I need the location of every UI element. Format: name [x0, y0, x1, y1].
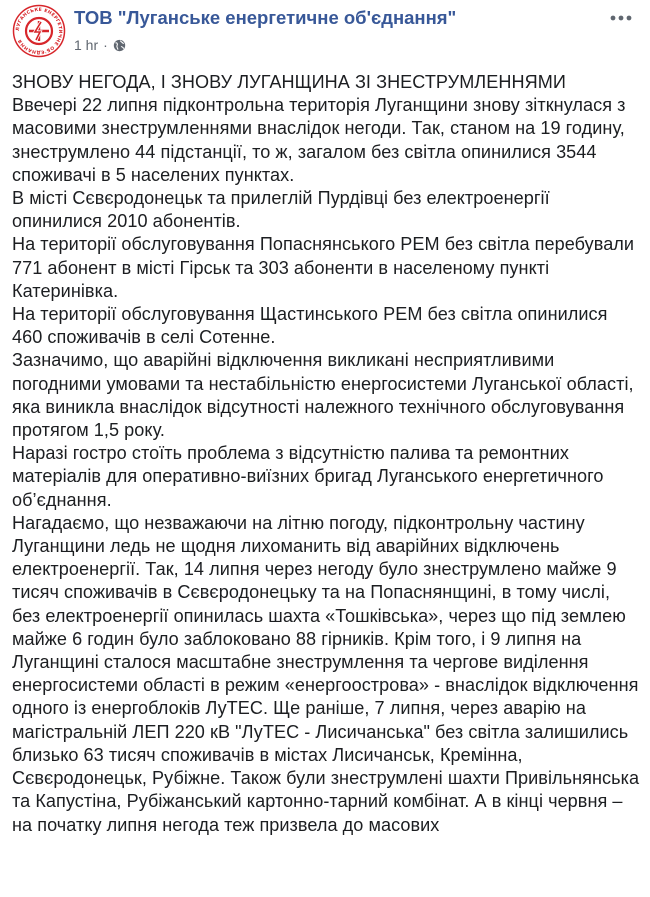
post-paragraph: Зазначимо, що аварійні відключення викликані несприятливими погодними умовами та нестабільністю енергосистеми Луганської області, яка виникла внаслідок відсутності належного технічного обслуговування протягом 1,5 року. [12, 350, 634, 441]
post-paragraph: На території обслуговування Щастинського РЕМ без світла опинилися 460 споживачів в селі Сотенне. [12, 304, 608, 348]
post-paragraph: Ввечері 22 липня підконтрольна територія Луганщини знову зіткнулася з масовими знеструмленнями внаслідок негоди. Так, станом на 19 годину, знеструмлено 44 підстанції, то ж, загалом без світла опинилися 3544 споживачі в 5 населених пунктах. [12, 95, 626, 185]
svg-text:ЛУГАНСЬКЕ ЕНЕРГЕТИЧНЕ ОБ'ЄДНАН: ЛУГАНСЬКЕ ЕНЕРГЕТИЧНЕ ОБ'ЄДНАННЯ [15, 7, 63, 55]
post-meta [74, 37, 126, 53]
post-body [12, 71, 640, 837]
post-paragraph: Наразі гостро стоїть проблема з відсутністю палива та ремонтних матеріалів для оперативно-виїзних бригад Луганського енергетичного об’єднання. [12, 443, 604, 510]
company-logo-icon [12, 4, 66, 58]
more-options-button[interactable] [606, 6, 636, 30]
avatar[interactable] [12, 4, 66, 58]
post-paragraph: На території обслуговування Попаснянського РЕМ без світла перебували 771 абонент в місті Гірськ та 303 абоненти в населеному пункті Катеринівка. [12, 234, 635, 301]
author-name[interactable]: ТОВ "Луганське енергетичне об'єднання" [74, 7, 457, 28]
post-paragraph: Нагадаємо, що незважаючи на літню погоду, підконтрольну частину Луганщини ледь не щодня лихоманить від аварійних відключень електроенергії. Так, 14 липня через негоду було знеструмлено майже 9 тисяч споживачів в Сєвєродонецьку та на Попаснянщині, в тому числі, без електроенергії опинилась шахта «Тошківська», через що під землею майже 6 годин було заблоковано 88 гірників. Крім того, і 9 липня на Луганщині сталося масштабне знеструмлення та чергове виділення енергосистеми області в режим «енергоострова» - внаслідок відключення одного із енергоблоків ЛуТЕС. Ще раніше, 7 липня, через аварію на магістральній ЛЕП 220 кВ "ЛуТЕС - Лисичанська" без світла залишились близько 63 тисяч споживачів в містах Лисичанськ, Кремінна, Сєвєродонецьк, Рубіжне. Також були знеструмлені шахти Привільнянська та Капустіна, Рубіжанський картонно-тарний комбінат. А в кінці червня – на початку липня негода теж призвела до масових [12, 512, 640, 835]
globe-icon[interactable] [113, 39, 126, 52]
post-paragraph: В місті Сєвєродонецьк та прилеглій Пурдівці без електроенергії опинилися 2010 абонентів. [12, 188, 550, 232]
more-options-icon [610, 15, 632, 21]
post-header [12, 4, 638, 60]
post-timestamp[interactable]: 1 hr [74, 37, 99, 53]
post-headline: ЗНОВУ НЕГОДА, І ЗНОВУ ЛУГАНЩИНА ЗІ ЗНЕСТРУМЛЕННЯМИ [12, 72, 566, 92]
meta-separator: · [103, 37, 108, 53]
